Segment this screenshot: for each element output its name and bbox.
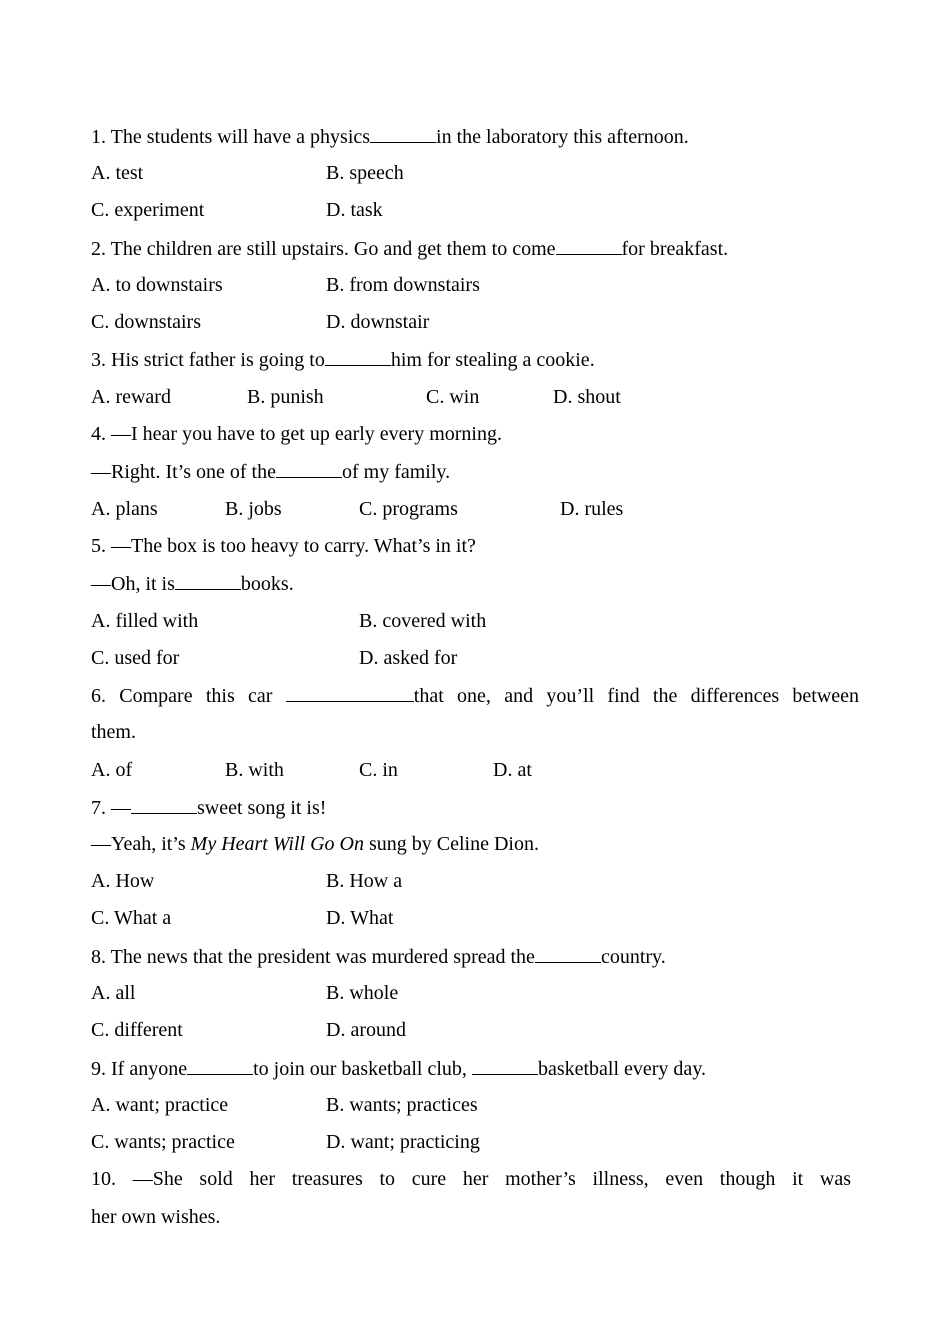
- question-4: 4. —I hear you have to get up early every morning.: [91, 423, 502, 445]
- answer-blank: [556, 236, 622, 255]
- options-row: [91, 906, 851, 930]
- question-6: 6. Compare this car that one, and you’ll find the differences between: [91, 685, 860, 707]
- question-10-continued: her own wishes.: [91, 1206, 221, 1228]
- question-3: 3. His strict father is going to him for stealing a cookie.: [91, 349, 595, 371]
- answer-blank: [472, 1056, 538, 1075]
- option-d: D. rules: [560, 498, 624, 520]
- options-row: [91, 1093, 851, 1117]
- option-a: A. filled with: [91, 610, 199, 632]
- options-row: [91, 1130, 851, 1154]
- option-d: D. What: [326, 907, 394, 929]
- answer-blank: [370, 124, 436, 143]
- options-row: [91, 273, 851, 297]
- answer-blank: [131, 795, 197, 814]
- option-d: D. around: [326, 1019, 406, 1041]
- options-row: [91, 161, 851, 185]
- options-row: [91, 869, 851, 893]
- options-row: [91, 497, 851, 521]
- answer-blank: [535, 944, 601, 963]
- question-4-reply: —Right. It’s one of the of my family.: [91, 461, 451, 483]
- option-d: D. downstair: [326, 311, 430, 333]
- options-row: [91, 981, 851, 1005]
- option-a: A. test: [91, 162, 144, 184]
- answer-blank: [286, 683, 414, 702]
- options-row: [91, 609, 851, 633]
- options-row: [91, 310, 851, 334]
- option-b: B. whole: [326, 982, 399, 1004]
- option-a: A. to downstairs: [91, 274, 223, 296]
- option-d: D. want; practicing: [326, 1131, 480, 1153]
- options-row: [91, 1018, 851, 1042]
- option-a: A. How: [91, 870, 155, 892]
- option-c: C. wants; practice: [91, 1131, 235, 1153]
- question-2: 2. The children are still upstairs. Go and get them to come for breakfast.: [91, 238, 729, 260]
- song-title: My Heart Will Go On: [190, 833, 364, 855]
- options-row: [91, 646, 851, 670]
- option-a: A. all: [91, 982, 136, 1004]
- question-5-reply: —Oh, it is books.: [91, 573, 294, 595]
- question-7: 7. — sweet song it is!: [91, 797, 327, 819]
- question-6-continued: them.: [91, 721, 136, 743]
- option-b: B. jobs: [225, 498, 282, 520]
- question-10: 10. —She sold her treasures to cure her mother’s illness, even though it was: [91, 1168, 851, 1190]
- option-b: B. with: [225, 759, 284, 781]
- option-d: D. at: [493, 759, 532, 781]
- option-b: B. wants; practices: [326, 1094, 478, 1116]
- answer-blank: [175, 571, 241, 590]
- option-c: C. experiment: [91, 199, 205, 221]
- option-c: C. downstairs: [91, 311, 201, 333]
- option-d: D. asked for: [359, 647, 458, 669]
- question-8: 8. The news that the president was murdered spread the country.: [91, 946, 666, 968]
- option-a: A. plans: [91, 498, 158, 520]
- option-a: A. reward: [91, 386, 171, 408]
- option-b: B. from downstairs: [326, 274, 480, 296]
- option-b: B. covered with: [359, 610, 487, 632]
- option-b: B. punish: [247, 386, 324, 408]
- answer-blank: [276, 459, 342, 478]
- option-c: C. win: [426, 386, 480, 408]
- answer-blank: [187, 1056, 253, 1075]
- option-b: B. How a: [326, 870, 403, 892]
- option-d: D. shout: [553, 386, 621, 408]
- question-1: 1. The students will have a physics in the laboratory this afternoon.: [91, 126, 689, 148]
- option-b: B. speech: [326, 162, 404, 184]
- question-7-reply: —Yeah, it’s My Heart Will Go On sung by Celine Dion.: [91, 833, 539, 855]
- option-c: C. different: [91, 1019, 183, 1041]
- question-9: 9. If anyone to join our basketball club, basketball every day.: [91, 1058, 707, 1080]
- options-row: [91, 758, 851, 782]
- options-row: [91, 198, 851, 222]
- option-c: C. used for: [91, 647, 180, 669]
- option-d: D. task: [326, 199, 383, 221]
- answer-blank: [325, 347, 391, 366]
- option-c: C. in: [359, 759, 398, 781]
- option-a: A. of: [91, 759, 133, 781]
- options-row: [91, 385, 851, 409]
- option-c: C. programs: [359, 498, 458, 520]
- question-5: 5. —The box is too heavy to carry. What’s in it?: [91, 535, 476, 557]
- option-a: A. want; practice: [91, 1094, 229, 1116]
- option-c: C. What a: [91, 907, 172, 929]
